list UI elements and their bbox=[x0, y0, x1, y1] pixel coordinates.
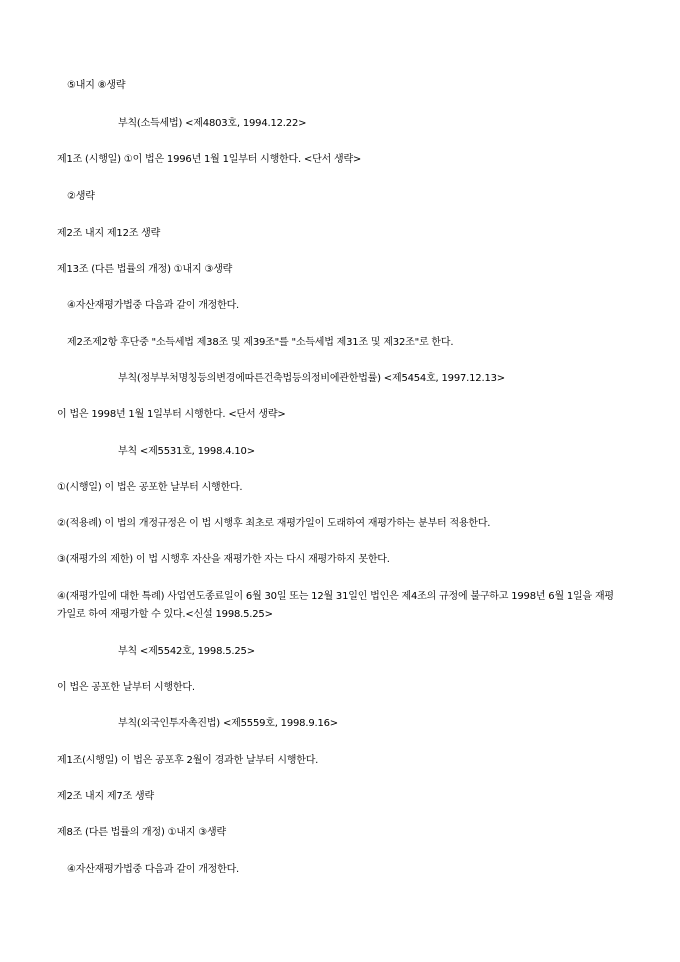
article-text: 제2조 내지 제12조 생략 bbox=[57, 228, 161, 239]
addendum-heading: 부칙(외국인투자촉진법) <제5559호, 1998.9.16> bbox=[118, 718, 338, 729]
article-text: 이 법은 1998년 1월 1일부터 시행한다. <단서 생략> bbox=[57, 409, 286, 420]
article-text: 제8조 (다른 법률의 개정) ①내지 ③생략 bbox=[57, 827, 226, 838]
article-text: 제13조 (다른 법률의 개정) ①내지 ③생략 bbox=[57, 264, 233, 275]
clause-text: ④자산재평가법중 다음과 같이 개정한다. bbox=[67, 300, 240, 311]
clause-text: ③(재평가의 제한) 이 법 시행후 자산을 재평가한 자는 다시 재평가하지 못한다. bbox=[57, 554, 390, 565]
addendum-heading: 부칙 <제5542호, 1998.5.25> bbox=[118, 646, 255, 657]
clause-text: ①(시행일) 이 법은 공포한 날부터 시행한다. bbox=[57, 482, 243, 493]
clause-text: ②생략 bbox=[67, 191, 95, 202]
article-text: 제1조 (시행일) ①이 법은 1996년 1월 1일부터 시행한다. <단서 생략> bbox=[57, 154, 362, 165]
clause-text: ④(재평가일에 대한 특례) 사업연도종료일이 6월 30일 또는 12월 31일인 법인은 제4조의 규정에 불구하고 1998년 6월 1일을 재평가일로 하여 재평가할 수 있다.<신설 1998.5.25> bbox=[57, 591, 614, 620]
clause-text: 제2조제2항 후단중 "소득세법 제38조 및 제39조"를 "소득세법 제31조 및 제32조"로 한다. bbox=[67, 337, 454, 348]
addendum-heading: 부칙 <제5531호, 1998.4.10> bbox=[118, 446, 255, 457]
article-text: 이 법은 공포한 날부터 시행한다. bbox=[57, 682, 195, 693]
clause-text: ②(적용례) 이 법의 개정규정은 이 법 시행후 최초로 재평가일이 도래하여 재평가하는 분부터 적용한다. bbox=[57, 518, 491, 529]
article-text: 제1조(시행일) 이 법은 공포후 2월이 경과한 날부터 시행한다. bbox=[57, 755, 319, 766]
clause-text: ④자산재평가법중 다음과 같이 개정한다. bbox=[67, 864, 240, 875]
addendum-heading: 부칙(정부부처명칭등의변경에따른건축법등의정비에관한법률) <제5454호, 1997.12.13> bbox=[118, 373, 505, 384]
article-text: 제2조 내지 제7조 생략 bbox=[57, 791, 154, 802]
addendum-heading: 부칙(소득세법) <제4803호, 1994.12.22> bbox=[118, 118, 307, 129]
clause-text: ⑤내지 ⑧생략 bbox=[67, 80, 126, 91]
